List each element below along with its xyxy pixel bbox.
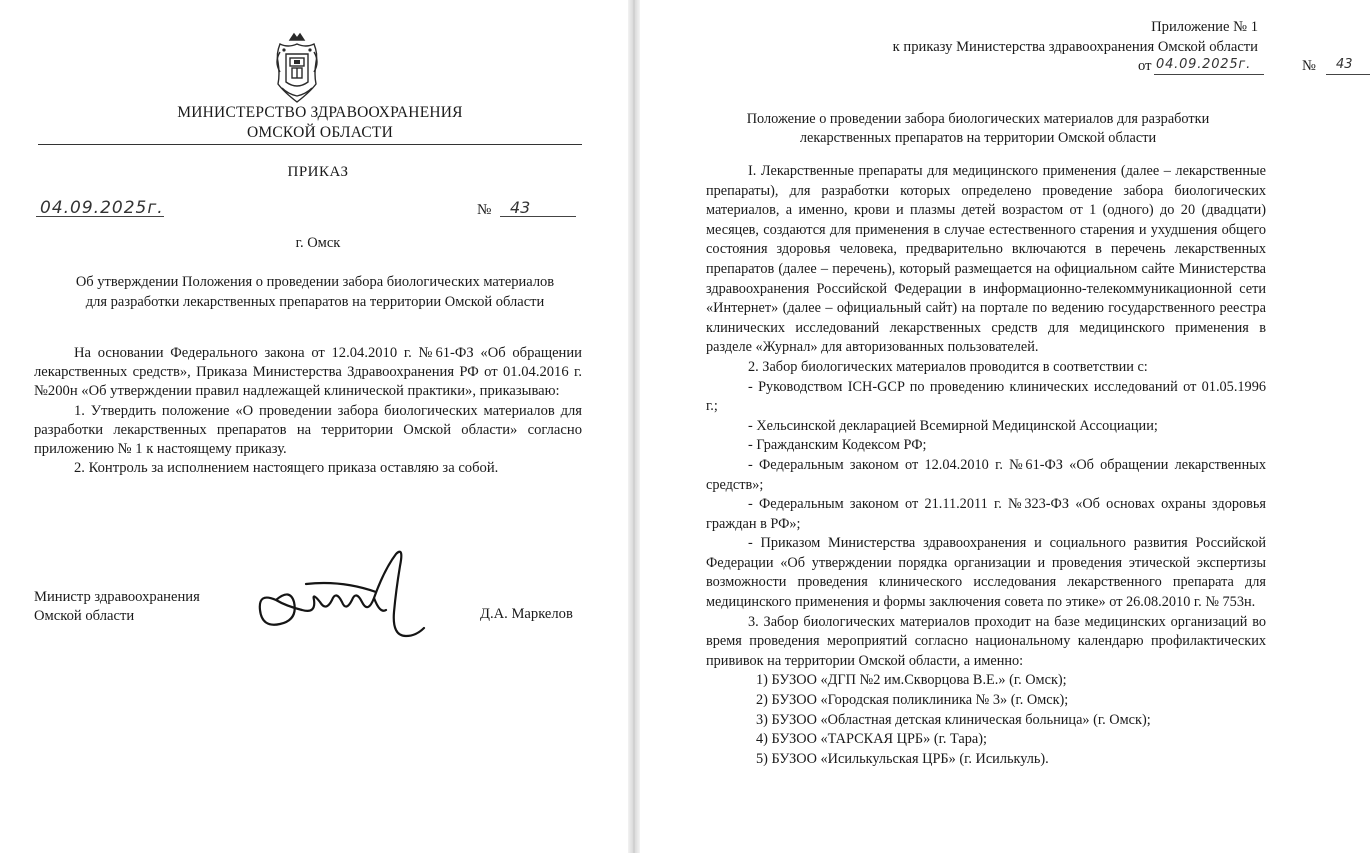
clinic-list-item: 3) БУЗОО «Областная детская клиническая больница» (г. Омск); <box>756 711 1151 728</box>
order-paragraph-1: 1. Утвердить положение «О проведении забора биологических материалов для разработки лекарственных препаратов на территории Омской области» согласно приложению № 1 к настоящему приказу. <box>34 402 582 458</box>
order-subject-line1: Об утверждении Положения о проведении забора биологических материалов <box>75 274 555 290</box>
date-underline <box>36 216 164 217</box>
order-body <box>34 344 582 478</box>
legal-basis-item: - Хельсинской декларацией Всемирной Медицинской Ассоциации; <box>748 417 1158 434</box>
appendix-page <box>640 0 1353 853</box>
clinic-list-item: 1) БУЗОО «ДГП №2 им.Скворцова В.Е.» (г. Омск); <box>756 672 1067 689</box>
appendix-number-handwritten: 43 <box>1336 57 1353 72</box>
appendix-header-line1: Приложение № 1 <box>1151 19 1258 35</box>
order-number-handwritten: 43 <box>510 198 531 217</box>
regulation-section-3: 3. Забор биологических материалов проходит на базе медицинских организаций во время проведения мероприятий согласно национальному календарю профилактических прививок на территории Омской области, а именно: <box>706 613 1266 669</box>
signer-name: Д.А. Маркелов <box>480 606 573 622</box>
appendix-date-row <box>758 57 1353 77</box>
clinic-list-item: 4) БУЗОО «ТАРСКАЯ ЦРБ» (г. Тара); <box>756 731 987 748</box>
legal-basis-item: - Приказом Министерства здравоохранения и социального развития Российской Федерации «Об утверждении порядка организации и проведения этической экспертизы возможности проведения клинического исследования лекарственного препарата для медицинского применения и формы заключения совета по этике» от 26.08.2010 г. № 753н. <box>706 535 1266 611</box>
number-underline <box>500 216 576 217</box>
regulation-title <box>700 110 1256 148</box>
regulation-title-line1: Положение о проведении забора биологических материалов для разработки <box>746 111 1210 127</box>
appendix-date-label: от <box>1138 58 1152 74</box>
regulation-title-line2: лекарственных препаратов на территории Омской области <box>799 130 1157 146</box>
legal-basis-item: - Руководством ICH-GCP по проведению клинических исследований от 01.05.1996 г.; <box>706 378 1266 415</box>
ministry-name-line2: ОМСКОЙ ОБЛАСТИ <box>247 124 393 141</box>
order-city: г. Омск <box>295 235 341 251</box>
signer-role-line2: Омской области <box>34 608 135 625</box>
clinic-list-item: 5) БУЗОО «Исилькульская ЦРБ» (г. Исилькуль). <box>756 750 1049 767</box>
appendix-header-line2: к приказу Министерства здравоохранения Омской области <box>892 38 1258 55</box>
order-subject-line2: для разработки лекарственных препаратов на территории Омской области <box>85 294 545 310</box>
order-page <box>0 0 628 853</box>
clinic-list-item: 2) БУЗОО «Городская поликлиника № 3» (г. Омск); <box>756 692 1069 709</box>
order-paragraph-basis: На основании Федерального закона от 12.04.2010 г. №61-ФЗ «Об обращении лекарственных средств», Приказа Министерства Здравоохранения РФ от 01.04.2016 г. №200н «Об утверждении правил надлежащей клинической практики», приказываю: <box>34 345 582 400</box>
appendix-date-underline <box>1154 74 1264 75</box>
legal-basis-item: - Федеральным законом от 21.11.2011 г. №323-ФЗ «Об основах охраны здоровья граждан в РФ»; <box>706 496 1266 532</box>
appendix-number-label: № <box>1302 58 1316 74</box>
coat-of-arms-emblem <box>270 32 324 104</box>
regulation-section-1: I. Лекарственные препараты для медицинского применения (далее – лекарственные препараты), для разработки которых определено проведение забора биологических материалов, а именно, крови и плазмы детей возрастом от 1 (одного) до 20 (двадцати) месяцев, создаются для применения в случае естественного старения и ухудшения общего состояния здоровья человека, предварительно включаются в перечень лекарственных препаратов (далее – перечень), который размещается на официальном сайте Министерства здравоохранения Российской Федерации в информационно-телекоммуникационной сети «Интернет» (далее – официальный сайт) на портале по ведению государственного реестра клинических исследований лекарственных средств для медицинского применения в разделе «Журнал» для авторизованных пользователей. <box>706 163 1266 356</box>
order-subject <box>30 272 600 312</box>
document-title: ПРИКАЗ <box>287 164 349 180</box>
header-divider <box>38 144 582 145</box>
handwritten-signature <box>246 540 446 650</box>
legal-basis-item: - Гражданским Кодексом РФ; <box>748 437 927 454</box>
appendix-number-underline <box>1326 74 1370 75</box>
order-date-handwritten: 04.09.2025г. <box>40 198 164 218</box>
signer-role <box>34 588 200 627</box>
regulation-body <box>706 162 1266 769</box>
ministry-name-line1: МИНИСТЕРСТВО ЗДРАВООХРАНЕНИЯ <box>177 104 463 121</box>
appendix-header <box>758 18 1353 77</box>
legal-basis-item: - Федеральным законом от 12.04.2010 г. №61-ФЗ «Об обращении лекарственных средств»; <box>706 456 1266 493</box>
signer-role-line1: Министр здравоохранения <box>34 589 200 605</box>
appendix-date-handwritten: 04.09.2025г. <box>1156 57 1251 72</box>
book-gutter <box>628 0 640 853</box>
order-paragraph-2: 2. Контроль за исполнением настоящего приказа оставляю за собой. <box>74 460 499 477</box>
order-number-label: № <box>477 202 492 218</box>
regulation-section-2: 2. Забор биологических материалов проводится в соответствии с: <box>748 358 1148 375</box>
